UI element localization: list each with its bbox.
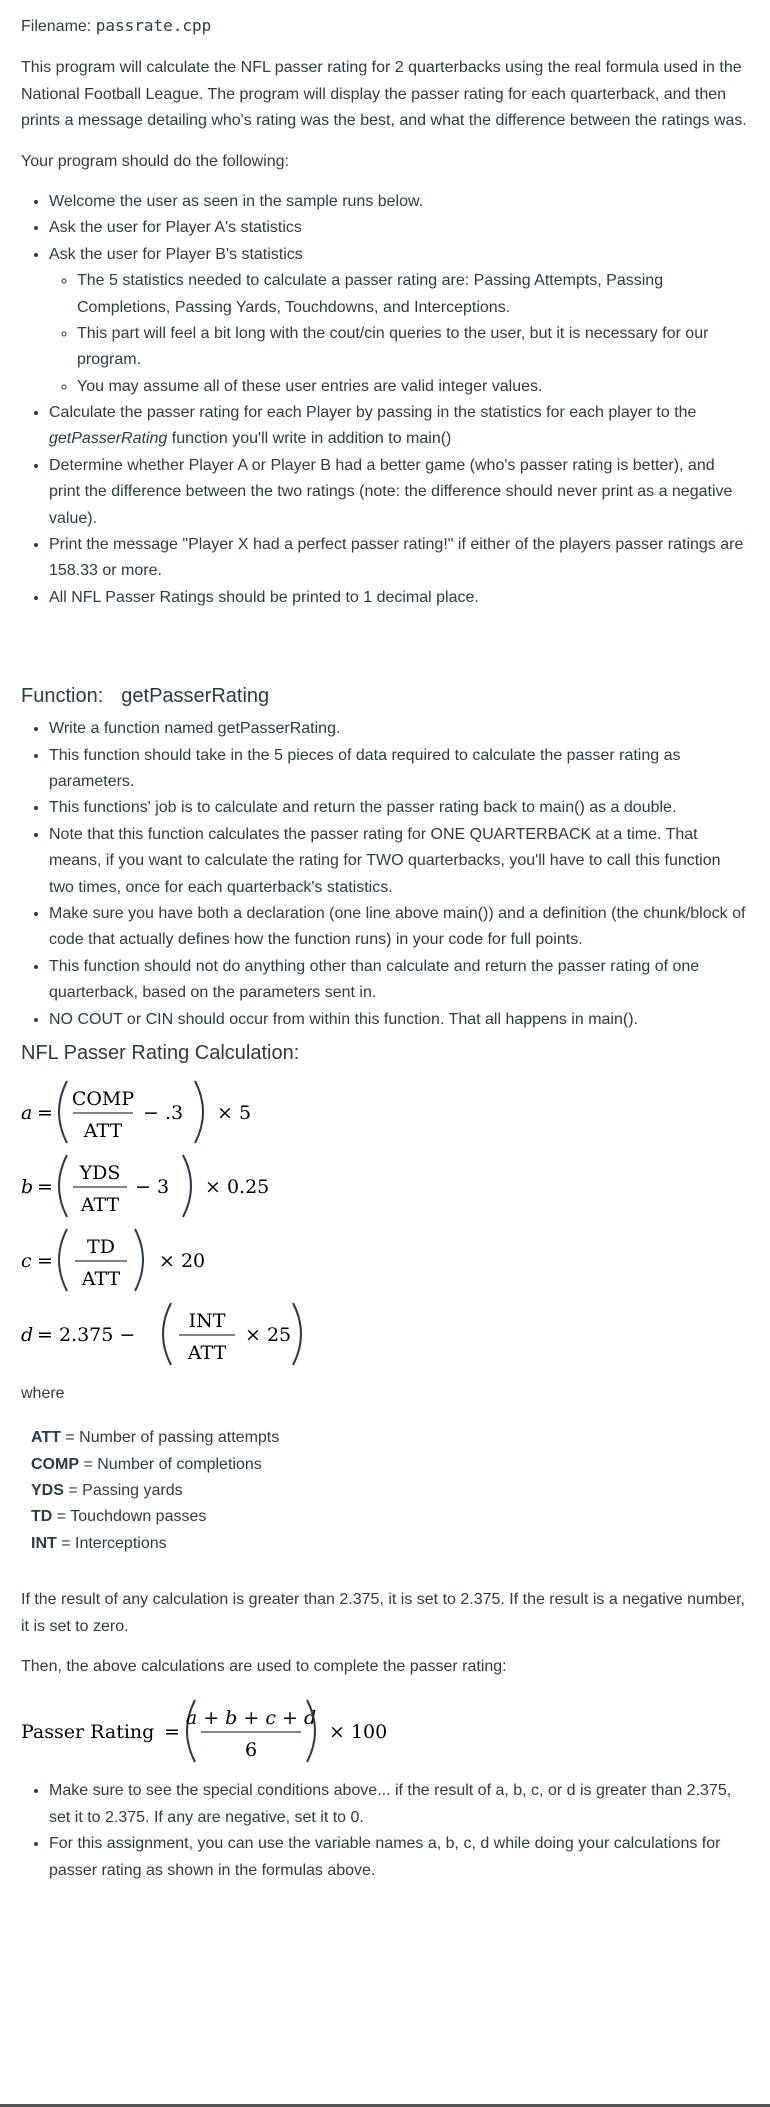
formula-c — [21, 1223, 749, 1297]
formula-equals: = — [37, 1175, 53, 1198]
definition-row — [31, 1425, 749, 1451]
formula-equals: = — [37, 1101, 53, 1124]
list-item — [49, 400, 749, 453]
formula-subtract: − 3 — [135, 1175, 170, 1198]
list-item: • This functions' job is to calculate and return the passer rating back to main() as a double. — [49, 795, 749, 821]
formula-denominator: ATT — [187, 1341, 227, 1364]
formula-numerator: TD — [87, 1235, 115, 1258]
right-paren — [135, 1229, 143, 1291]
formula-d — [21, 1297, 749, 1371]
list-item: ◦ This part will feel a bit long with the cout/cin queries to the user, but it is necessary for our program. — [77, 321, 749, 374]
list-item: • Make sure to see the special conditions above... if the result of a, b, c, or d is greater than 2.375, set it to 2.375. If any are negative, set it to 0. — [49, 1778, 749, 1831]
formula-denominator: 6 — [244, 1739, 258, 1762]
definition-desc: = Passing yards — [63, 1482, 183, 1500]
list-item: • This function should not do anything other than calculate and return the passer rating of one quarterback, based on the parameters sent in. — [49, 954, 749, 1007]
definition-row — [31, 1531, 749, 1557]
function-requirements-list — [21, 716, 749, 1033]
requirements-list — [21, 189, 749, 611]
list-item: • Print the message "Player X had a perfect passer rating!" if either of the players passer ratings are 158.33 or more. — [49, 532, 749, 585]
list-item: • Note that this function calculates the passer rating for ONE QUARTERBACK at a time. That means, if you want to calculate the rating for TWO quarterbacks, you'll have to call this function two times, once for each quarterback's statistics. — [49, 822, 749, 901]
list-item: • Determine whether Player A or Player B had a better game (who's passer rating is better), and print the difference between the two ratings (note: the difference should never print as a negative value). — [49, 453, 749, 532]
left-paren — [59, 1081, 67, 1143]
definition-row — [31, 1452, 749, 1478]
formula-numerator: INT — [188, 1309, 226, 1332]
should-do-paragraph: Your program should do the following: — [21, 152, 290, 170]
formula-multiply: × 25 — [245, 1323, 292, 1346]
list-item-text: function you'll write in addition to main() — [167, 430, 452, 448]
definition-desc: = Number of completions — [79, 1455, 262, 1473]
formula-var: b — [21, 1175, 34, 1198]
function-heading-name: getPasserRating — [121, 685, 270, 708]
list-item-text: Ask the user for Player B's statistics — [49, 245, 303, 263]
list-item: ◦ You may assume all of these user entries are valid integer values. — [77, 374, 749, 400]
formula-lead: = 2.375 − — [37, 1323, 136, 1346]
calculation-heading: NFL Passer Rating Calculation: — [21, 1041, 300, 1064]
formula-subtract: − .3 — [143, 1101, 184, 1124]
formula-label: Passer Rating — [21, 1721, 155, 1744]
definitions-list — [31, 1425, 749, 1557]
definition-term: YDS — [31, 1482, 64, 1500]
function-heading-label: Function: — [21, 685, 104, 708]
right-paren — [293, 1303, 301, 1365]
final-notes-list — [21, 1778, 749, 1884]
formula-numerator: a + b + c + d — [185, 1707, 317, 1730]
list-item: • For this assignment, you can use the variable names a, b, c, d while doing your calculations for passer rating as shown in the formulas above. — [49, 1831, 749, 1884]
then-paragraph: Then, the above calculations are used to complete the passer rating: — [21, 1658, 507, 1676]
definition-desc: = Interceptions — [56, 1534, 167, 1552]
left-paren — [59, 1229, 67, 1291]
filename-label: Filename: — [21, 18, 92, 35]
where-label: where — [21, 1384, 65, 1402]
left-paren — [163, 1303, 171, 1365]
left-paren — [59, 1155, 67, 1217]
list-item: • NO COUT or CIN should occur from within this function. That all happens in main(). — [49, 1007, 749, 1033]
definition-row — [31, 1478, 749, 1504]
filename-value: passrate.cpp — [95, 16, 212, 35]
definition-term: ATT — [31, 1429, 61, 1447]
formula-denominator: ATT — [80, 1193, 120, 1216]
sub-list — [49, 268, 749, 400]
list-item-text: Calculate the passer rating for each Player by passing in the statistics for each player to the — [49, 404, 697, 422]
formula-numerator: YDS — [79, 1161, 121, 1184]
function-name-emphasis: getPasserRating — [49, 430, 168, 448]
right-paren — [195, 1081, 203, 1143]
definition-term: INT — [31, 1534, 57, 1552]
function-heading — [21, 682, 749, 710]
filename-line — [21, 13, 749, 40]
formula-numerator: COMP — [71, 1087, 135, 1110]
formula-equals: = — [164, 1721, 180, 1744]
list-item: • This function should take in the 5 pieces of data required to calculate the passer rating as parameters. — [49, 743, 749, 796]
clamp-paragraph: If the result of any calculation is greater than 2.375, it is set to 2.375. If the result is a negative number, it is set to zero. — [21, 1591, 745, 1635]
formula-denominator: ATT — [83, 1119, 123, 1142]
list-item: ◦ The 5 statistics needed to calculate a passer rating are: Passing Attempts, Passing Completions, Passing Yards, Touchdowns, and Interceptions. — [77, 268, 749, 321]
formula-b — [21, 1149, 749, 1223]
list-item — [49, 242, 749, 400]
definition-desc: = Number of passing attempts — [60, 1429, 280, 1447]
list-item: • Ask the user for Player A's statistics — [49, 215, 749, 241]
definition-desc: = Touchdown passes — [52, 1508, 207, 1526]
formula-multiply: × 0.25 — [205, 1175, 270, 1198]
intro-paragraph: This program will calculate the NFL passer rating for 2 quarterbacks using the real formula used in the National Football League. The program will display the passer rating for each quarterback, and then prints a message detailing who's rating was the best, and what the difference between the ratings was. — [21, 59, 747, 130]
formula-denominator: ATT — [81, 1267, 121, 1290]
right-paren — [183, 1155, 191, 1217]
definition-term: COMP — [31, 1455, 79, 1473]
formula-equals: = — [37, 1249, 53, 1272]
formula-multiply: × 20 — [159, 1249, 206, 1272]
definition-term: TD — [31, 1508, 53, 1526]
list-item: • All NFL Passer Ratings should be printed to 1 decimal place. — [49, 585, 749, 611]
list-item: • Make sure you have both a declaration (one line above main()) and a definition (the chunk/block of code that actually defines how the function runs) in your code for full points. — [49, 901, 749, 954]
formula-a — [21, 1075, 749, 1149]
formula-var: c — [21, 1249, 32, 1272]
formula-multiply: × 100 — [329, 1721, 388, 1744]
list-item: • Welcome the user as seen in the sample runs below. — [49, 189, 749, 215]
formula-var: d — [21, 1323, 34, 1346]
definition-row — [31, 1504, 749, 1530]
formula-passer-rating — [21, 1694, 749, 1768]
formula-var: a — [21, 1101, 33, 1124]
formula-multiply: × 5 — [217, 1101, 252, 1124]
list-item: • Write a function named getPasserRating. — [49, 716, 749, 742]
